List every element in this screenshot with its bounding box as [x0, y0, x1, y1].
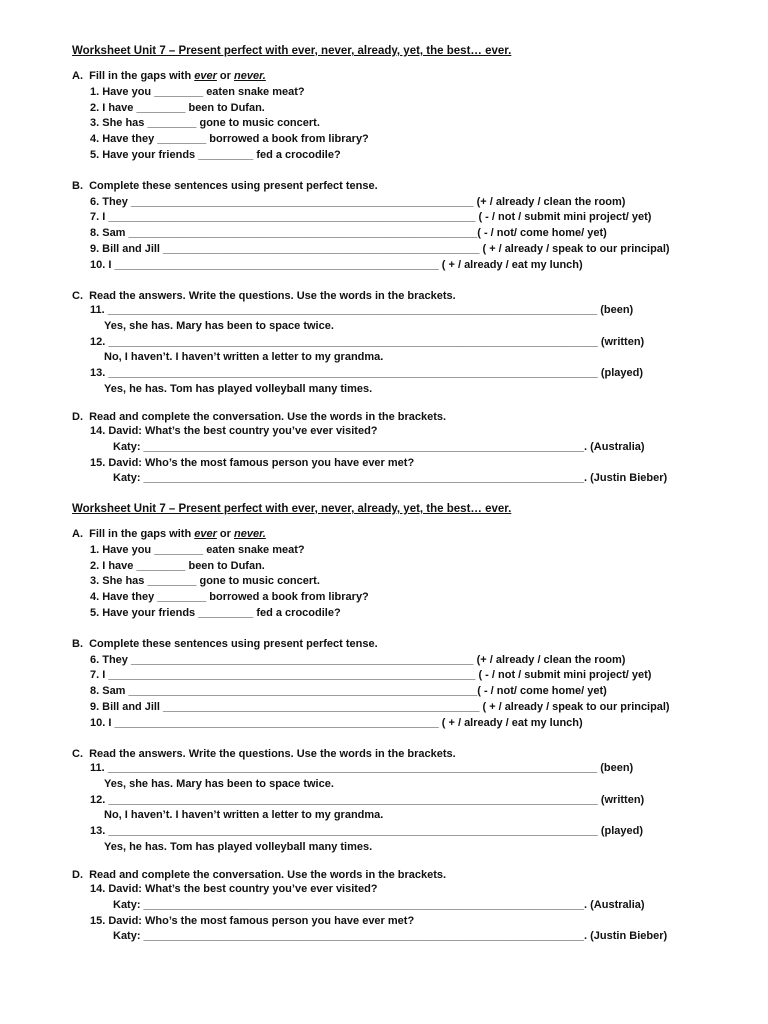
- question-12: 12. ________________________________________________________________________________ (written): [90, 336, 645, 348]
- question-1: 1. Have you ________ eaten snake meat?: [90, 86, 305, 98]
- answer-12: No, I haven’t. I haven’t written a letter to my grandma.: [104, 809, 384, 821]
- section-b-heading: B. Complete these sentences using present perfect tense.: [72, 638, 378, 650]
- question-9: 9. Bill and Jill ____________________________________________________ ( + / already / speak to our principal): [90, 701, 670, 713]
- question-8: 8. Sam _________________________________________________________( - / not/ come home/ yet): [90, 227, 607, 239]
- question-7: 7. I ____________________________________________________________ ( - / not / submit mini project/ yet): [90, 211, 652, 223]
- question-1: 1. Have you ________ eaten snake meat?: [90, 544, 305, 556]
- question-11: 11. ________________________________________________________________________________ (been): [90, 762, 634, 774]
- question-10: 10. I _____________________________________________________ ( + / already / eat my lunch): [90, 259, 583, 271]
- section-a-heading: A. Fill in the gaps with ever or never.: [72, 528, 266, 540]
- question-15: 15. David: Who’s the most famous person you have ever met?: [90, 457, 415, 469]
- question-15: 15. David: Who’s the most famous person you have ever met?: [90, 915, 415, 927]
- worksheet-title: Worksheet Unit 7 – Present perfect with ever, never, already, yet, the best… ever.: [72, 45, 512, 57]
- word-never: never.: [234, 70, 266, 82]
- question-8: 8. Sam _________________________________________________________( - / not/ come home/ yet): [90, 685, 607, 697]
- question-5: 5. Have your friends _________ fed a crocodile?: [90, 149, 341, 161]
- question-13: 13. ________________________________________________________________________________ (played): [90, 825, 643, 837]
- section-a-heading: A. Fill in the gaps with ever or never.: [72, 70, 266, 82]
- question-3: 3. She has ________ gone to music concert.: [90, 117, 320, 129]
- question-2: 2. I have ________ been to Dufan.: [90, 102, 265, 114]
- answer-15: Katy: ________________________________________________________________________. (Justin Bieber): [113, 472, 668, 484]
- question-14: 14. David: What’s the best country you’ve ever visited?: [90, 883, 378, 895]
- section-c-heading: C. Read the answers. Write the questions. Use the words in the brackets.: [72, 748, 456, 760]
- question-6: 6. They ________________________________________________________ (+ / already / clean the room): [90, 196, 626, 208]
- question-14: 14. David: What’s the best country you’ve ever visited?: [90, 425, 378, 437]
- section-c-heading: C. Read the answers. Write the questions. Use the words in the brackets.: [72, 290, 456, 302]
- question-5: 5. Have your friends _________ fed a crocodile?: [90, 607, 341, 619]
- answer-15: Katy: ________________________________________________________________________. (Justin Bieber): [113, 930, 668, 942]
- answer-13: Yes, he has. Tom has played volleyball many times.: [104, 383, 373, 395]
- word-ever: ever: [194, 528, 217, 540]
- question-7: 7. I ____________________________________________________________ ( - / not / submit mini project/ yet): [90, 669, 652, 681]
- question-9: 9. Bill and Jill ____________________________________________________ ( + / already / speak to our principal): [90, 243, 670, 255]
- question-6: 6. They ________________________________________________________ (+ / already / clean the room): [90, 654, 626, 666]
- question-11: 11. ________________________________________________________________________________ (been): [90, 304, 634, 316]
- question-2: 2. I have ________ been to Dufan.: [90, 560, 265, 572]
- answer-12: No, I haven’t. I haven’t written a letter to my grandma.: [104, 351, 384, 363]
- section-d-heading: D. Read and complete the conversation. Use the words in the brackets.: [72, 869, 447, 881]
- word-never: never.: [234, 528, 266, 540]
- question-3: 3. She has ________ gone to music concert.: [90, 575, 320, 587]
- answer-14: Katy: ________________________________________________________________________. (Australia): [113, 441, 645, 453]
- section-b-heading: B. Complete these sentences using present perfect tense.: [72, 180, 378, 192]
- question-4: 4. Have they ________ borrowed a book from library?: [90, 591, 369, 603]
- answer-14: Katy: ________________________________________________________________________. (Australia): [113, 899, 645, 911]
- worksheet-title: Worksheet Unit 7 – Present perfect with ever, never, already, yet, the best… ever.: [72, 503, 512, 515]
- question-12: 12. ________________________________________________________________________________ (written): [90, 794, 645, 806]
- question-13: 13. ________________________________________________________________________________ (played): [90, 367, 643, 379]
- section-d-heading: D. Read and complete the conversation. Use the words in the brackets.: [72, 411, 447, 423]
- answer-13: Yes, he has. Tom has played volleyball many times.: [104, 841, 373, 853]
- question-10: 10. I _____________________________________________________ ( + / already / eat my lunch): [90, 717, 583, 729]
- answer-11: Yes, she has. Mary has been to space twice.: [104, 778, 334, 790]
- question-4: 4. Have they ________ borrowed a book from library?: [90, 133, 369, 145]
- word-ever: ever: [194, 70, 217, 82]
- answer-11: Yes, she has. Mary has been to space twice.: [104, 320, 334, 332]
